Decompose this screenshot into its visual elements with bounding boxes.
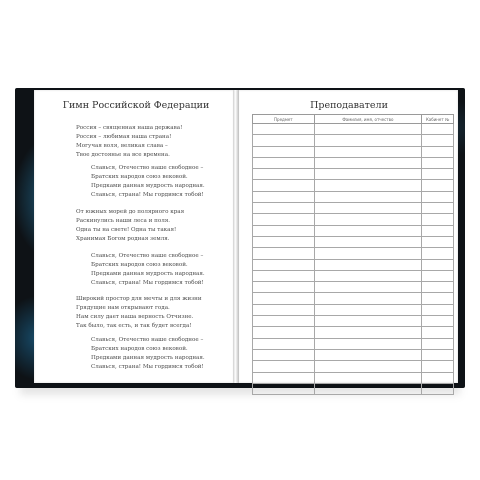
table-cell bbox=[253, 316, 315, 327]
table-cell bbox=[314, 282, 421, 293]
table-cell bbox=[253, 236, 315, 247]
table-cell bbox=[422, 361, 454, 372]
table-cell bbox=[422, 135, 454, 146]
table-cell bbox=[253, 304, 315, 315]
table-row bbox=[253, 372, 454, 383]
table-body bbox=[253, 124, 454, 395]
table-cell bbox=[314, 316, 421, 327]
table-row bbox=[253, 180, 454, 191]
table-row bbox=[253, 248, 454, 259]
table-cell bbox=[253, 383, 315, 394]
anthem-line: Братских народов союз вековой. bbox=[91, 346, 188, 353]
table-cell bbox=[253, 135, 315, 146]
table-cell bbox=[314, 372, 421, 383]
anthem-line: Раскинулись наши леса и поля. bbox=[76, 218, 171, 225]
teachers-table bbox=[252, 114, 454, 395]
table-cell bbox=[314, 383, 421, 394]
table-cell bbox=[253, 259, 315, 270]
table-row bbox=[253, 169, 454, 180]
table-cell bbox=[314, 304, 421, 315]
anthem-line: Славься, Отечество наше свободное – bbox=[91, 165, 204, 171]
table-row bbox=[253, 304, 454, 315]
table-row bbox=[253, 236, 454, 247]
anthem-stanza-1 bbox=[76, 124, 182, 160]
anthem-line: Предками данная мудрость народная. bbox=[91, 355, 205, 362]
table-cell bbox=[314, 146, 421, 157]
table-row bbox=[253, 146, 454, 157]
table-cell bbox=[253, 372, 315, 383]
table-row bbox=[253, 135, 454, 146]
column-header-subject: Предмет bbox=[253, 115, 315, 124]
teachers-title: Преподаватели bbox=[310, 100, 388, 111]
anthem-line: Россия – священная наша держава! bbox=[76, 125, 183, 131]
table-cell bbox=[314, 361, 421, 372]
anthem-stanza-3 bbox=[76, 295, 202, 331]
table-cell bbox=[422, 191, 454, 202]
anthem-line: Славься, страна! Мы гордимся тобой! bbox=[91, 364, 204, 371]
table-cell bbox=[253, 327, 315, 338]
table-cell bbox=[422, 225, 454, 236]
table-row bbox=[253, 203, 454, 214]
table-cell bbox=[314, 293, 421, 304]
table-cell bbox=[253, 214, 315, 225]
anthem-line: Одна ты на свете! Одна ты такая! bbox=[76, 227, 177, 234]
table-cell bbox=[422, 259, 454, 270]
table-cell bbox=[253, 293, 315, 304]
table-cell bbox=[314, 191, 421, 202]
table-cell bbox=[422, 316, 454, 327]
table-cell bbox=[422, 169, 454, 180]
table-cell bbox=[253, 157, 315, 168]
anthem-line: Твое достоянье на все времена. bbox=[76, 152, 170, 159]
table-cell bbox=[422, 383, 454, 394]
table-cell bbox=[422, 270, 454, 281]
table-cell bbox=[253, 361, 315, 372]
anthem-line: Братских народов союз вековой. bbox=[91, 174, 188, 181]
table-row bbox=[253, 214, 454, 225]
table-row bbox=[253, 361, 454, 372]
table-cell bbox=[422, 203, 454, 214]
table-cell bbox=[314, 338, 421, 349]
table-row bbox=[253, 349, 454, 360]
table-cell bbox=[422, 124, 454, 135]
anthem-line: Славься, страна! Мы гордимся тобой! bbox=[91, 192, 204, 199]
table-cell bbox=[422, 146, 454, 157]
table-row bbox=[253, 316, 454, 327]
table-cell bbox=[253, 146, 315, 157]
table-row bbox=[253, 270, 454, 281]
table-row bbox=[253, 293, 454, 304]
anthem-line: Россия – любимая наша страна! bbox=[76, 134, 172, 141]
table-cell bbox=[422, 180, 454, 191]
table-header-row bbox=[253, 115, 454, 124]
table-cell bbox=[314, 259, 421, 270]
table-cell bbox=[314, 157, 421, 168]
book-spine bbox=[233, 90, 239, 383]
table-cell bbox=[314, 236, 421, 247]
table-cell bbox=[253, 270, 315, 281]
table-cell bbox=[422, 293, 454, 304]
table-cell bbox=[253, 203, 315, 214]
table-cell bbox=[422, 327, 454, 338]
table-cell bbox=[422, 304, 454, 315]
table-row bbox=[253, 259, 454, 270]
anthem-line: Братских народов союз вековой. bbox=[91, 262, 188, 269]
table-cell bbox=[422, 157, 454, 168]
anthem-line: Славься, Отечество наше свободное – bbox=[91, 337, 204, 343]
table-cell bbox=[253, 124, 315, 135]
table-cell bbox=[253, 282, 315, 293]
table-cell bbox=[422, 372, 454, 383]
table-cell bbox=[314, 248, 421, 259]
anthem-stanza-2 bbox=[76, 208, 184, 244]
table-cell bbox=[314, 214, 421, 225]
anthem-line: Так было, так есть, и так будет всегда! bbox=[76, 323, 192, 330]
column-header-room: Кабинет № bbox=[422, 115, 454, 124]
table-cell bbox=[422, 214, 454, 225]
table-cell bbox=[422, 236, 454, 247]
table-cell bbox=[253, 191, 315, 202]
table-cell bbox=[314, 225, 421, 236]
anthem-chorus-3 bbox=[91, 336, 205, 372]
anthem-line: От южных морей до полярного края bbox=[76, 209, 185, 215]
table-cell bbox=[314, 169, 421, 180]
table-cell bbox=[253, 225, 315, 236]
table-cell bbox=[253, 248, 315, 259]
anthem-line: Предками данная мудрость народная. bbox=[91, 183, 205, 190]
table-cell bbox=[314, 135, 421, 146]
anthem-line: Могучая воля, великая слава – bbox=[76, 143, 168, 150]
table-cell bbox=[253, 169, 315, 180]
table-cell bbox=[422, 248, 454, 259]
table-row bbox=[253, 225, 454, 236]
table-cell bbox=[314, 203, 421, 214]
table-cell bbox=[314, 270, 421, 281]
table-cell bbox=[253, 338, 315, 349]
table-row bbox=[253, 338, 454, 349]
anthem-line: Славься, Отечество наше свободное – bbox=[91, 253, 204, 259]
anthem-line: Хранимая Богом родная земля. bbox=[76, 236, 170, 243]
anthem-chorus-2 bbox=[91, 252, 205, 288]
column-header-full-name: Фамилия, имя, отчество bbox=[314, 115, 421, 124]
table-cell bbox=[253, 349, 315, 360]
anthem-line: Предками данная мудрость народная. bbox=[91, 271, 205, 278]
table-cell bbox=[253, 180, 315, 191]
anthem-line: Грядущие нам открывают года. bbox=[76, 305, 170, 312]
anthem-line: Нам силу дает наша верность Отчизне. bbox=[76, 314, 194, 321]
table-row bbox=[253, 327, 454, 338]
table-row bbox=[253, 191, 454, 202]
table-cell bbox=[422, 349, 454, 360]
table-cell bbox=[314, 180, 421, 191]
table-cell bbox=[314, 124, 421, 135]
anthem-line: Широкий простор для мечты и для жизни bbox=[76, 296, 202, 302]
table-cell bbox=[314, 349, 421, 360]
table-row bbox=[253, 157, 454, 168]
table-row bbox=[253, 282, 454, 293]
anthem-title: Гимн Российской Федерации bbox=[62, 100, 210, 111]
table-cell bbox=[422, 338, 454, 349]
table-cell bbox=[422, 282, 454, 293]
anthem-line: Славься, страна! Мы гордимся тобой! bbox=[91, 280, 204, 287]
anthem-chorus-1 bbox=[91, 164, 205, 200]
table-cell bbox=[314, 327, 421, 338]
table-row bbox=[253, 383, 454, 394]
table-row bbox=[253, 124, 454, 135]
